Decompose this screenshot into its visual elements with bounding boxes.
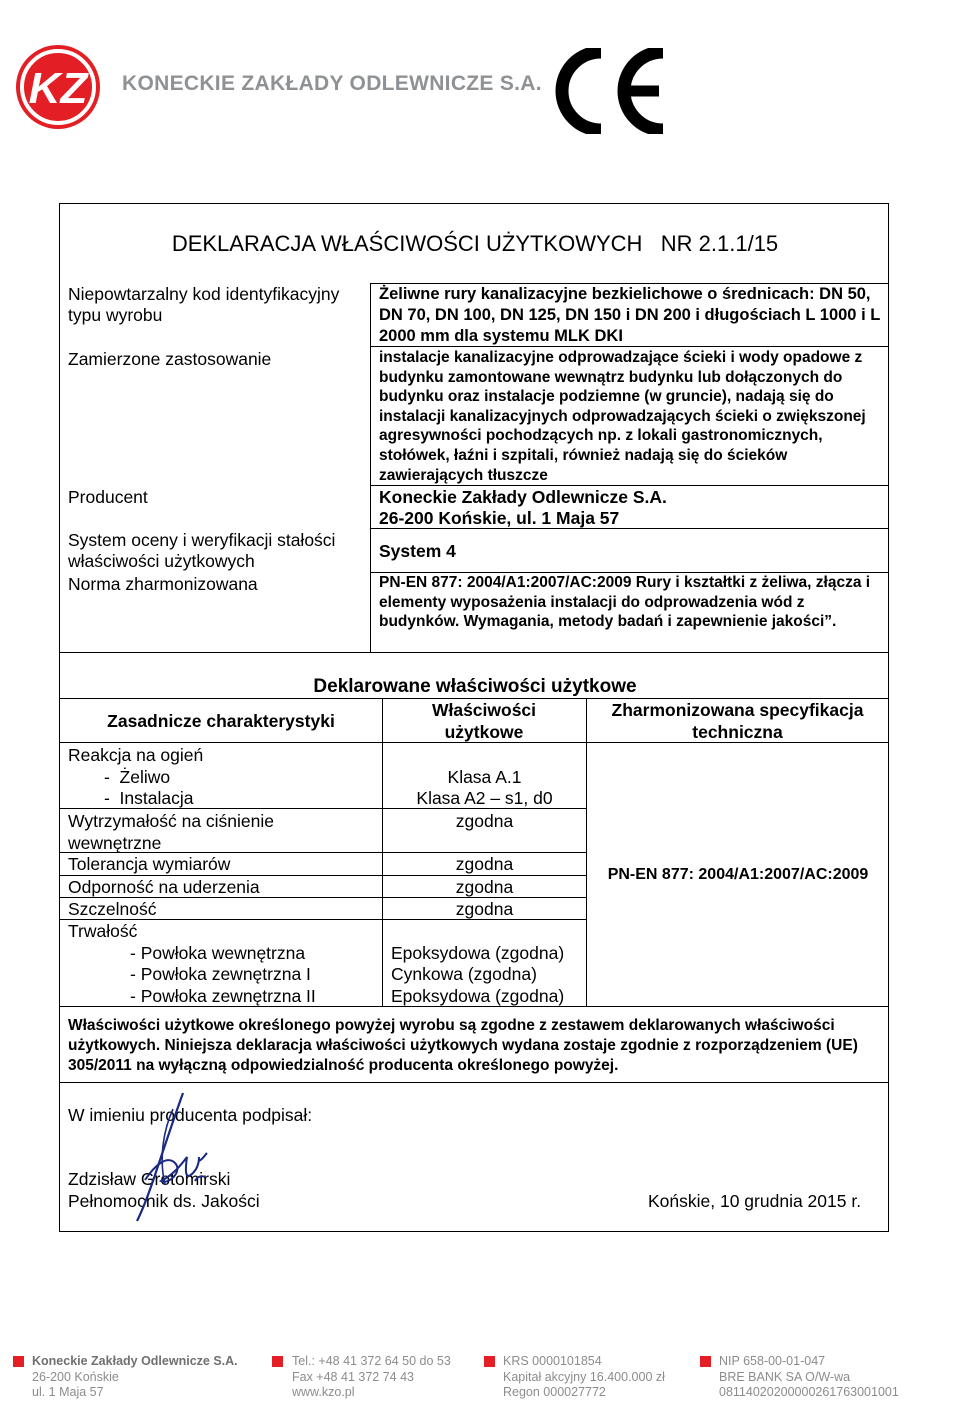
coat-inner-label: - Powłoka wewnętrzna [130, 943, 306, 963]
tolerance-value: zgodna [455, 854, 514, 874]
tolerance-label: Tolerancja wymiarów [68, 854, 231, 874]
col-properties: Właściwości użytkowe [431, 700, 537, 742]
system-label: System oceny i weryfikacji stałości właściwości użytkowych [68, 530, 336, 571]
place-date: Końskie, 10 grudnia 2015 r. [648, 1191, 862, 1211]
handwritten-signature [125, 1085, 215, 1225]
pressure-label: Wytrzymałość na ciśnienie wewnętrzne [68, 811, 275, 853]
signatory-name: Zdzisław Grotomirski [68, 1169, 231, 1189]
signatory-role: Pełnomocnik ds. Jakości [68, 1191, 260, 1211]
tightness-label: Szczelność [68, 899, 157, 919]
coat-outer2-value: Epoksydowa (zgodna) [391, 986, 565, 1006]
impact-label: Odporność na uderzenia [68, 877, 260, 897]
specification-value: PN-EN 877: 2004/A1:2007/AC:2009 [607, 866, 869, 883]
footer-company: Koneckie Zakłady Odlewnicze S.A. 26-200 Końskie ul. 1 Maja 57 [32, 1354, 238, 1399]
coat-outer1-label: - Powłoka zewnętrzna I [130, 964, 311, 984]
document-title: DEKLARACJA WŁAŚCIWOŚCI UŻYTKOWYCH NR 2.1.1/15 [171, 231, 779, 256]
coat-outer1-value: Cynkowa (zgodna) [391, 964, 537, 984]
coat-inner-value: Epoksydowa (zgodna) [391, 943, 565, 963]
product-code-value: Żeliwne rury kanalizacyjne bezkielichowe o średnicach: DN 50, DN 70, DN 100, DN 125, DN 150 i DN 200 i długościach L 1000 i L 2000 mm dla systemu MLK DKI [379, 285, 881, 345]
durability-label: Trwałość [68, 921, 138, 941]
ce-mark-icon [545, 48, 667, 134]
fire-label: Reakcja na ogień [68, 745, 204, 765]
producer-address: 26-200 Końskie, ul. 1 Maja 57 [379, 508, 620, 528]
norm-value: PN-EN 877: 2004/A1:2007/AC:2009 Rury i kształtki z żeliwa, złącza i elementy wyposażenia instalacji do odprowadzenia wód z budynków. Wymagania, metody badań i zapewnienie jakości”. [379, 574, 871, 631]
company-logo [13, 42, 103, 132]
fire-iron-value: Klasa A.1 [447, 767, 522, 787]
company-name: KONECKIE ZAKŁADY ODLEWNICZE S.A. [122, 72, 542, 95]
fire-iron-label: - Żeliwo [104, 767, 171, 787]
footer-registry: KRS 0000101854 Kapitał akcyjny 16.400.000 zł Regon 000027772 [503, 1354, 665, 1399]
svg-text:KZ: KZ [28, 64, 88, 113]
fire-install-value: Klasa A2 – s1, d0 [416, 788, 553, 808]
on-behalf-label: W imieniu producenta podpisał: [68, 1105, 313, 1125]
pressure-value: zgodna [455, 811, 514, 831]
tightness-value: zgodna [455, 899, 514, 919]
closing-statement: Właściwości użytkowe określonego powyżej wyrobu są zgodne z zestawem deklarowanych właściwości użytkowych. Niniejsza deklaracja właściwości użytkowych wydana zostaje zgodnie z rozporządzeniem (UE) 305/2011 na wyłączną odpowiedzialność producenta określonego powyżej. [68, 1017, 858, 1074]
coat-outer2-label: - Powłoka zewnętrzna II [130, 986, 316, 1006]
producer-name: Koneckie Zakłady Odlewnicze S.A. [379, 487, 667, 507]
intended-use-value: instalacje kanalizacyjne odprowadzające ścieki i wody opadowe z budynku zamontowane wewnątrz budynku lub dołączonych do budynku oraz instalacje podziemne (w gruncie), nadają się do instalacji kanalizacyjnych odprowadzających ścieki o zwiększonej agresywności pochodzących np. z lokali gastronomicznych, stołówek, łaźni i szpitali, również nadają się do ścieków zawierających tłuszcze [379, 349, 866, 484]
footer-contact: Tel.: +48 41 372 64 50 do 53 Fax +48 41 372 74 43 www.kzo.pl [292, 1354, 451, 1399]
impact-value: zgodna [455, 877, 514, 897]
fire-install-label: - Instalacja [104, 788, 194, 808]
norm-label: Norma zharmonizowana [68, 574, 258, 594]
footer-bank: NIP 658-00-01-047 BRE BANK SA O/W-wa 08114020200000261763001001 [719, 1354, 899, 1399]
performance-heading: Deklarowane właściwości użytkowe [313, 676, 637, 697]
system-value: System 4 [379, 541, 456, 561]
intended-use-label: Zamierzone zastosowanie [68, 349, 272, 369]
col-characteristics: Zasadnicze charakterystyki [107, 711, 335, 731]
product-code-label: Niepowtarzalny kod identyfikacyjny typu wyrobu [68, 284, 340, 325]
col-specification: Zharmonizowana specyfikacja techniczna [611, 700, 864, 742]
producer-label: Producent [68, 487, 148, 507]
